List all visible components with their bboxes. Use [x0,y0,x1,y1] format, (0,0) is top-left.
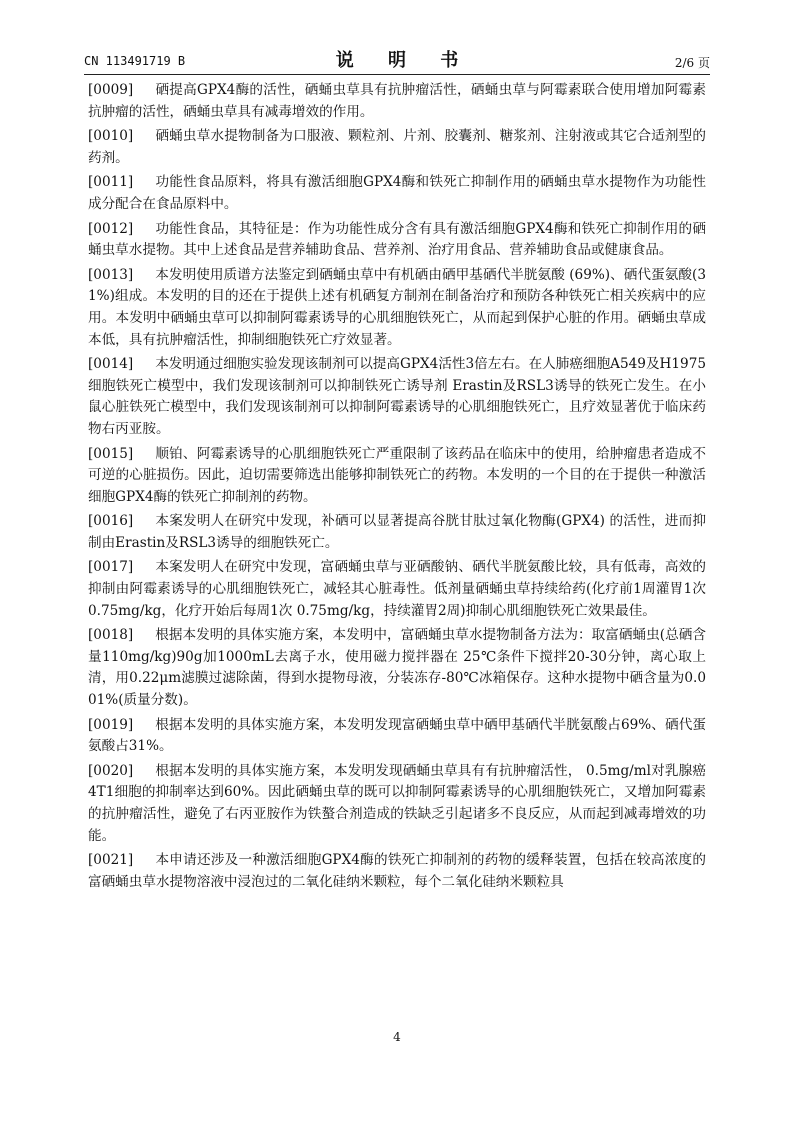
paragraph-text: 根据本发明的具体实施方案，本发明发现富硒蛹虫草中硒甲基硒代半胱氨酸占69%、硒代蛋氨酸占31%。 [88,716,706,755]
paragraph-text: 根据本发明的具体实施方案，本发明发现硒蛹虫草具有有抗肿瘤活性， 0.5mg/ml对乳腺癌4T1细胞的抑制率达到60%。因此硒蛹虫草的既可以抑制阿霉素诱导的心肌细胞铁死亡，又增加阿霉素的抗肿瘤活性，避免了右丙亚胺作为铁螯合剂造成的铁缺乏引起诸多不良反应，从而起到减毒增效的功能。 [88,762,706,844]
paragraph-text: 硒蛹虫草水提物制备为口服液、颗粒剂、片剂、胶囊剂、糖浆剂、注射液或其它合适剂型的药剂。 [88,128,706,166]
paragraph-text: 功能性食品，其特征是：作为功能性成分含有具有激活细胞GPX4酶和铁死亡抑制作用的硒蛹虫草水提物。其中上述食品是营养辅助食品、营养剂、治疗用食品、营养辅助食品或健康食品。 [88,220,706,259]
patent-number: CN 113491719 B [84,54,186,68]
paragraph-number: [0009] [88,82,134,98]
page-header [84,46,710,74]
page-number: 4 [393,1030,401,1044]
paragraph-number: [0012] [88,220,134,237]
paragraph-text: 本发明使用质谱方法鉴定到硒蛹虫草中有机硒由硒甲基硒代半胱氨酸 (69%)、硒代蛋氨酸(31%)组成。本发明的目的还在于提供上述有机硒复方制剂在制备治疗和预防各种铁死亡相关疾病中的应用。本发明中硒蛹虫草可以抑制阿霉素诱导的心肌细胞铁死亡，从而起到保护心脏的作用。硒蛹虫草成本低，具有抗肿瘤活性，抑制细胞铁死亡疗效显著。 [88,266,706,348]
paragraph-0017 [88,557,706,622]
paragraph-number: [0019] [88,716,134,733]
paragraph-0020 [88,761,706,847]
paragraph-text: 本案发明人在研究中发现，富硒蛹虫草与亚硒酸钠、硒代半胱氨酸比较，具有低毒，高效的抑制由阿霉素诱导的心肌细胞铁死亡，减轻其心脏毒性。低剂量硒蛹虫草持续给药(化疗前1周灌胃1次0.75mg/kg，化疗开始后每周1次 0.75mg/kg，持续灌胃2周)抑制心肌细胞铁死亡效果最佳。 [88,559,706,619]
paragraph-number: [0021] [88,852,134,869]
paragraph-text: 本案发明人在研究中发现，补硒可以显著提高谷胱甘肽过氧化物酶(GPX4) 的活性，进而抑制由Erastin及RSL3诱导的细胞铁死亡。 [88,513,706,551]
paragraph-number: [0013] [88,266,134,283]
paragraph-number: [0016] [88,513,134,530]
page-info: 2/6 页 [674,56,710,70]
paragraph-0012 [88,219,706,262]
paragraph-0016 [88,511,706,554]
document-title: 说 明 书 [335,50,473,71]
paragraph-number: [0014] [88,356,134,373]
paragraph-0013 [88,265,706,351]
paragraph-text: 本申请还涉及一种激活细胞GPX4酶的铁死亡抑制剂的药物的缓释装置，包括在较高浓度的富硒蛹虫草水提物溶液中浸泡过的二氧化硅纳米颗粒，每个二氧化硅纳米颗粒具 [88,852,706,890]
paragraph-text: 硒提高GPX4酶的活性，硒蛹虫草具有抗肿瘤活性，硒蛹虫草与阿霉素联合使用增加阿霉素抗肿瘤的活性，硒蛹虫草具有减毒增效的作用。 [88,82,706,120]
paragraph-number: [0017] [88,559,134,576]
paragraph-number: [0015] [88,445,134,462]
paragraph-0010 [88,126,706,169]
paragraph-number: [0010] [88,128,134,145]
paragraph-0011 [88,172,706,215]
paragraph-0021 [88,850,706,893]
paragraph-number: [0018] [88,627,134,644]
paragraph-number: [0011] [88,174,134,191]
paragraph-number: [0020] [88,762,134,779]
document-body [88,80,706,896]
paragraph-text: 功能性食品原料，将具有激活细胞GPX4酶和铁死亡抑制作用的硒蛹虫草水提物作为功能性成分配合在食品原料中。 [88,174,706,212]
header-rule [84,74,710,75]
paragraph-text: 本发明通过细胞实验发现该制剂可以提高GPX4活性3倍左右。在人肺癌细胞A549及H1975细胞铁死亡模型中，我们发现该制剂可以抑制铁死亡诱导剂 Erastin及RSL3诱导的铁死亡发生。在小鼠心脏铁死亡模型中，我们发现该制剂可以抑制阿霉素诱导的心肌细胞铁死亡，且疗效显著优于临床药物右丙亚胺。 [88,356,706,437]
paragraph-0019 [88,715,706,758]
paragraph-0009 [88,80,706,123]
paragraph-0014 [88,354,706,440]
paragraph-0018 [88,625,706,711]
paragraph-0015 [88,444,706,509]
paragraph-text: 顺铂、阿霉素诱导的心肌细胞铁死亡严重限制了该药品在临床中的使用，给肿瘤患者造成不可逆的心脏损伤。因此，迫切需要筛选出能够抑制铁死亡的药物。本发明的一个目的在于提供一种激活细胞GPX4酶的铁死亡抑制剂的药物。 [88,445,706,505]
paragraph-text: 根据本发明的具体实施方案，本发明中，富硒蛹虫草水提物制备方法为：取富硒蛹虫(总硒含量110mg/kg)90g加1000mL去离子水，使用磁力搅拌器在 25℃条件下搅拌20-30分钟，离心取上清，用0.22μm滤膜过滤除菌，得到水提物母液，分装冻存-80℃冰箱保存。这种水提物中硒含量为0.001%(质量分数)。 [88,627,706,709]
